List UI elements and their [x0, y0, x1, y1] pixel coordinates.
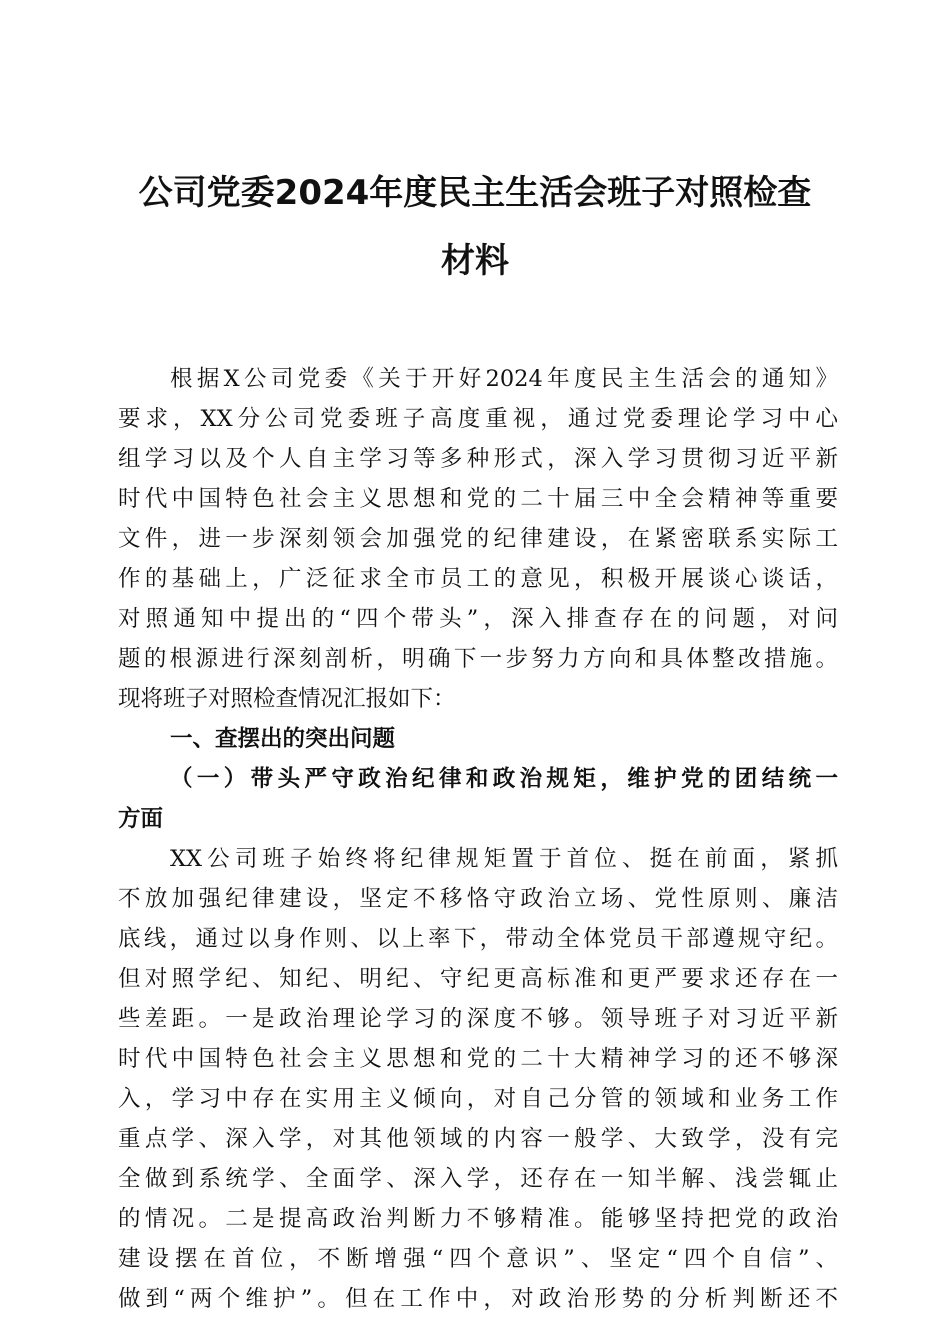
paragraph-line: 时代中国特色社会主义思想和党的二十大精神学习的还不够深 [118, 1046, 838, 1072]
intro-line: 组学习以及个人自主学习等多种形式，深入学习贯彻习近平新 [118, 446, 838, 472]
paragraph-line: 建设摆在首位，不断增强“四个意识”、坚定“四个自信”、 [118, 1246, 838, 1272]
paragraph-line: 不放加强纪律建设，坚定不移恪守政治立场、党性原则、廉洁 [118, 886, 838, 912]
subsection-heading: （一）带头严守政治纪律和政治规矩，维护党的团结统一 [170, 766, 838, 792]
subsection-heading: 方面 [118, 806, 164, 832]
intro-line: 要求，XX分公司党委班子高度重视，通过党委理论学习中心 [118, 406, 838, 432]
paragraph-line: 做到“两个维护”。但在工作中，对政治形势的分析判断还不 [118, 1286, 838, 1312]
paragraph-line: 全做到系统学、全面学、深入学，还存在一知半解、浅尝辄止 [118, 1166, 838, 1192]
intro-line: 根据X公司党委《关于开好2024年度民主生活会的通知》 [170, 366, 838, 392]
paragraph-line: 些差距。一是政治理论学习的深度不够。领导班子对习近平新 [118, 1006, 838, 1032]
intro-line: 时代中国特色社会主义思想和党的二十届三中全会精神等重要 [118, 486, 838, 512]
paragraph-line: 但对照学纪、知纪、明纪、守纪更高标准和更严要求还存在一 [118, 966, 838, 992]
paragraph-line: 入，学习中存在实用主义倾向，对自己分管的领域和业务工作 [118, 1086, 838, 1112]
intro-line: 题的根源进行深刻剖析，明确下一步努力方向和具体整改措施。 [118, 646, 838, 672]
paragraph-line: XX公司班子始终将纪律规矩置于首位、挺在前面，紧抓 [170, 846, 838, 872]
document-body [118, 359, 838, 1319]
paragraph-line: 重点学、深入学，对其他领域的内容一般学、大致学，没有完 [118, 1126, 838, 1152]
document-title-line-1: 公司党委2024年度民主生活会班子对照检查 [138, 173, 812, 213]
document-title-line-2: 材料 [441, 241, 509, 281]
section-heading: 一、查摆出的突出问题 [170, 726, 396, 752]
paragraph-line: 底线，通过以身作则、以上率下，带动全体党员干部遵规守纪。 [118, 926, 838, 952]
paragraph-line: 的情况。二是提高政治判断力不够精准。能够坚持把党的政治 [118, 1206, 838, 1232]
intro-line: 作的基础上，广泛征求全市员工的意见，积极开展谈心谈话， [118, 566, 838, 592]
intro-line: 现将班子对照检查情况汇报如下： [118, 686, 456, 712]
intro-line: 对照通知中提出的“四个带头”，深入排查存在的问题，对问 [118, 606, 838, 632]
intro-line: 文件，进一步深刻领会加强党的纪律建设，在紧密联系实际工 [118, 526, 838, 552]
